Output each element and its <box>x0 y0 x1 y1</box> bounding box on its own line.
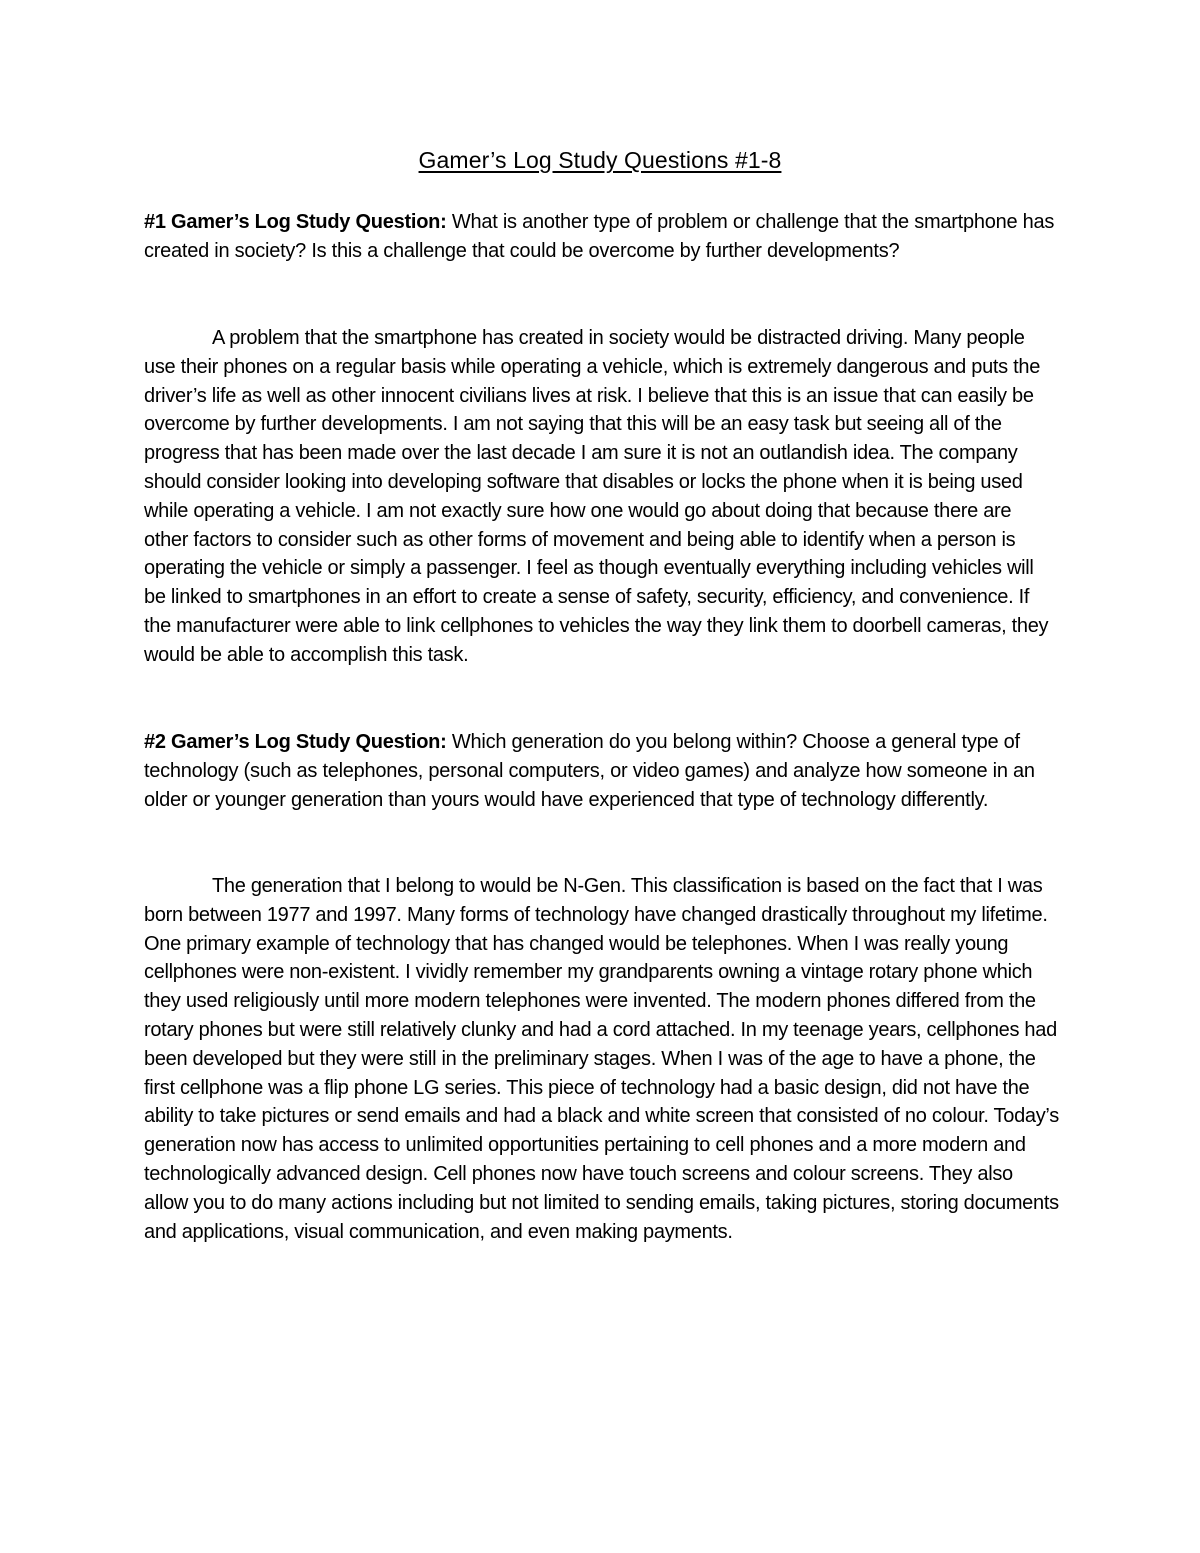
question-2-label: #2 Gamer’s Log Study Question: <box>144 731 447 753</box>
answer-2: The generation that I belong to would be N-Gen. This classification is based on the fact that I was born between 1977 and 1997. Many forms of technology have changed drastically throughout my lifetime. One primary example of technology that has changed would be telephones. When I was really young cellphones were non-existent. I vividly remember my grandparents owning a vintage rotary phone which they used religiously until more modern telephones were invented. The modern phones differed from the rotary phones but were still relatively clunky and had a cord attached. In my teenage years, cellphones had been developed but they were still in the preliminary stages. When I was of the age to have a phone, the first cellphone was a flip phone LG series. This piece of technology had a basic design, did not have the ability to take pictures or send emails and had a black and white screen that consisted of no colour. Today’s generation now has access to unlimited opportunities pertaining to cell phones and a more modern and technologically advanced design. Cell phones now have touch screens and colour screens. They also allow you to do many actions including but not limited to sending emails, taking pictures, storing documents and applications, visual communication, and even making payments. <box>144 875 1059 1243</box>
question-2-text: Which generation do you belong within? Choose a general type of technology (such as telephones, personal computers, or video games) and analyze how someone in an older or younger generation than yours would have experienced that type of technology differently. <box>144 731 1035 811</box>
question-1 <box>144 208 1060 266</box>
answer-1: A problem that the smartphone has created in society would be distracted driving. Many people use their phones on a regular basis while operating a vehicle, which is extremely dangerous and puts the driver’s life as well as other innocent civilians lives at risk. I believe that this is an issue that can easily be overcome by further developments. I am not saying that this will be an easy task but seeing all of the progress that has been made over the last decade I am sure it is not an outlandish idea. The company should consider looking into developing software that disables or locks the phone when it is being used while operating a vehicle. I am not exactly sure how one would go about doing that because there are other factors to consider such as other forms of movement and being able to identify when a person is operating the vehicle or simply a passenger. I feel as though eventually everything including vehicles will be linked to smartphones in an effort to create a sense of safety, security, efficiency, and convenience. If the manufacturer were able to link cellphones to vehicles the way they link them to doorbell cameras, they would be able to accomplish this task. <box>144 327 1049 666</box>
document-title: Gamer’s Log Study Questions #1-8 <box>418 147 782 173</box>
question-1-text: What is another type of problem or challenge that the smartphone has created in society? Is this a challenge that could be overcome by further developments? <box>144 211 1055 262</box>
question-2 <box>144 728 1060 814</box>
question-1-label: #1 Gamer’s Log Study Question: <box>144 211 447 233</box>
